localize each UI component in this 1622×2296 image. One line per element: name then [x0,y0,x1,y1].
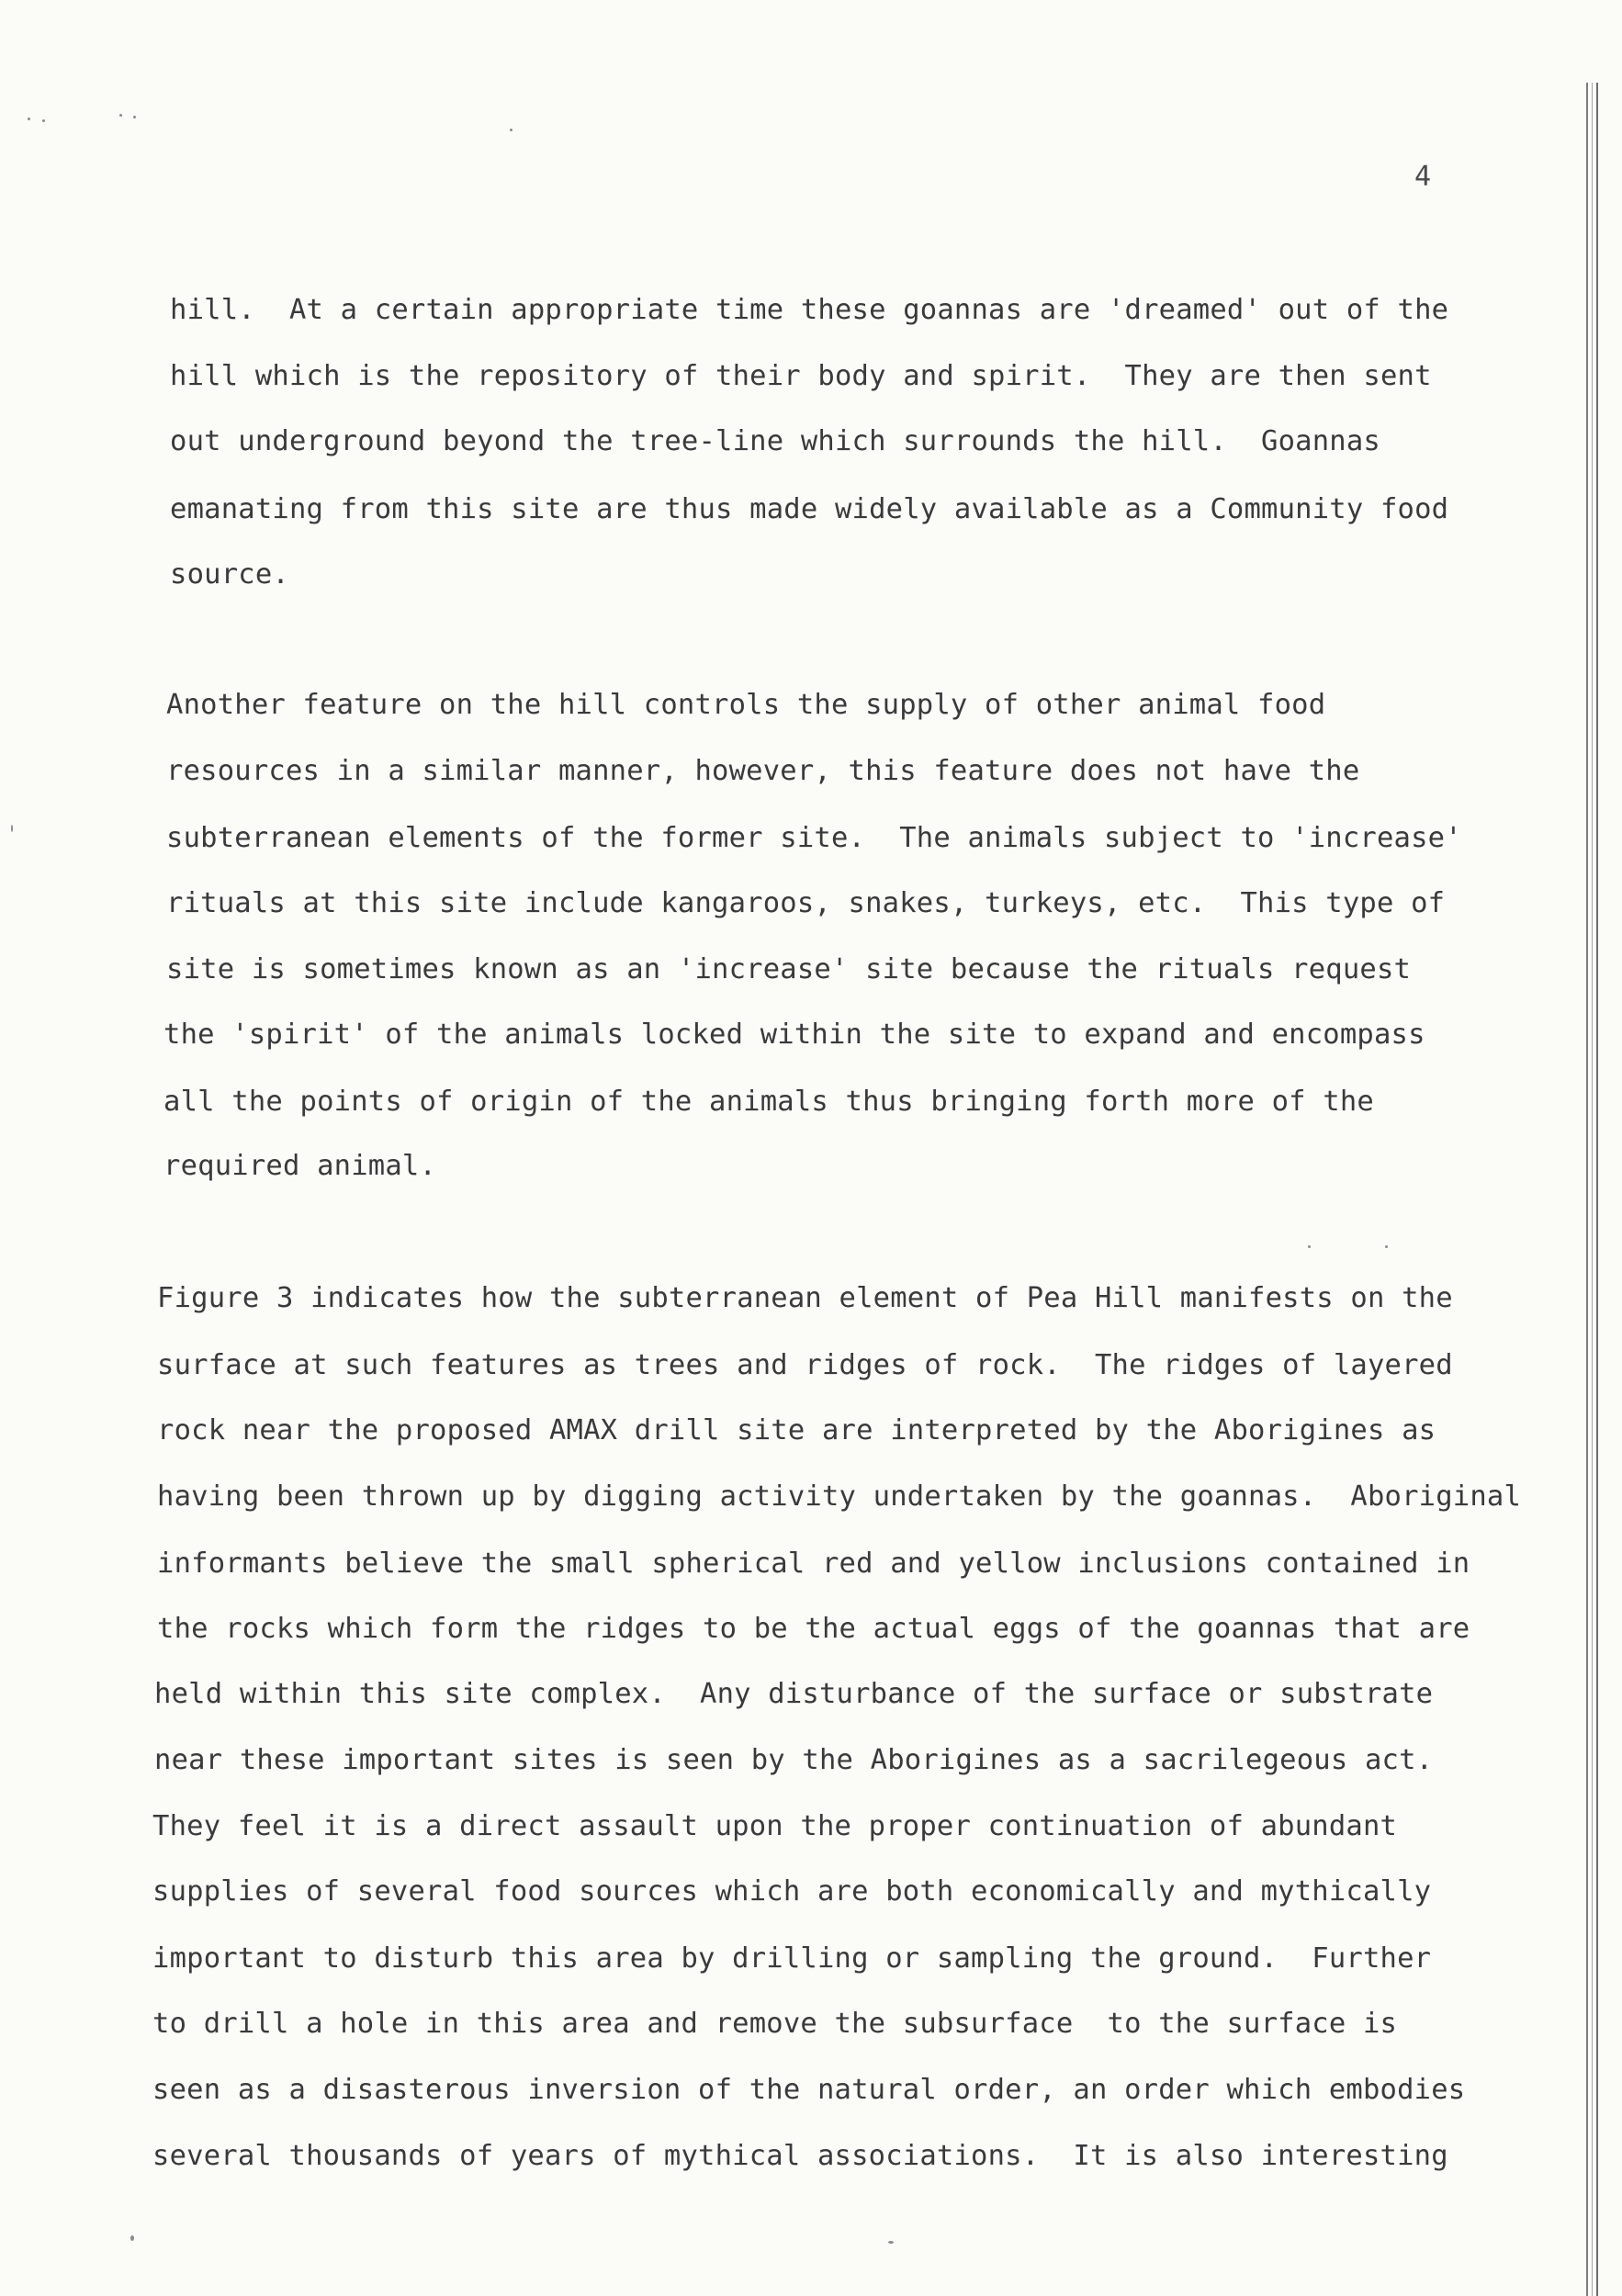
scan-speck [510,129,513,131]
scan-speck [1308,1245,1311,1248]
scan-speck [11,825,13,832]
text-line: informants believe the small spherical red and yellow inclusions contained in [157,1548,1470,1580]
binding-edge-line [1592,83,1593,2296]
text-line: Figure 3 indicates how the subterranean element of Pea Hill manifests on the [157,1282,1453,1314]
scan-speck [119,114,122,117]
binding-edge-line [1586,83,1588,2296]
text-line: seen as a disasterous inversion of the natural order, an order which embodies [152,2074,1466,2106]
text-line: They feel it is a direct assault upon the proper continuation of abundant [152,1810,1398,1842]
binding-edge-line [1596,83,1598,2296]
text-line: all the points of origin of the animals thus bringing forth more of the [163,1086,1374,1118]
text-line: supplies of several food sources which are both economically and mythically [152,1875,1432,1908]
text-line: important to disturb this area by drilling or sampling the ground. Further [152,1942,1432,1975]
scan-speck [42,119,45,122]
page-number: 4 [1414,161,1432,193]
text-line: source. [170,558,289,591]
text-line: resources in a similar manner, however, this feature does not have the [166,755,1360,787]
text-line: site is sometimes known as an 'increase' site because the rituals request [166,953,1412,985]
text-line: to drill a hole in this area and remove the subsurface to the surface is [152,2008,1398,2040]
text-line: the rocks which form the ridges to be the actual eggs of the goannas that are [157,1613,1470,1645]
text-line: rituals at this site include kangaroos, snakes, turkeys, etc. This type of [166,887,1446,919]
text-line: out underground beyond the tree-line which surrounds the hill. Goannas [170,425,1380,457]
text-line: subterranean elements of the former site. The animals subject to 'increase' [166,822,1462,854]
scan-speck [28,118,30,120]
text-line: required animal. [163,1150,437,1182]
scan-speck [1385,1245,1388,1248]
text-line: rock near the proposed AMAX drill site are interpreted by the Aborigines as [157,1414,1436,1446]
text-line: near these important sites is seen by the Aborigines as a sacrilegeous act. [154,1744,1434,1776]
text-line: hill which is the repository of their body and spirit. They are then sent [170,360,1432,392]
text-line: held within this site complex. Any disturbance of the surface or substrate [154,1678,1434,1710]
text-line: Another feature on the hill controls the supply of other animal food [166,689,1326,721]
text-line: hill. At a certain appropriate time these goannas are 'dreamed' out of the [170,294,1449,326]
text-line: surface at such features as trees and ridges of rock. The ridges of layered [157,1349,1453,1381]
text-line: several thousands of years of mythical associations. It is also interesting [152,2140,1448,2172]
scan-speck [888,2241,894,2244]
text-line: having been thrown up by digging activity undertaken by the goannas. Aboriginal [157,1480,1522,1513]
text-line: the 'spirit' of the animals locked within the site to expand and encompass [163,1019,1425,1051]
text-line: emanating from this site are thus made widely available as a Community food [170,493,1449,525]
scan-speck [130,2235,134,2241]
scan-speck [133,116,136,118]
